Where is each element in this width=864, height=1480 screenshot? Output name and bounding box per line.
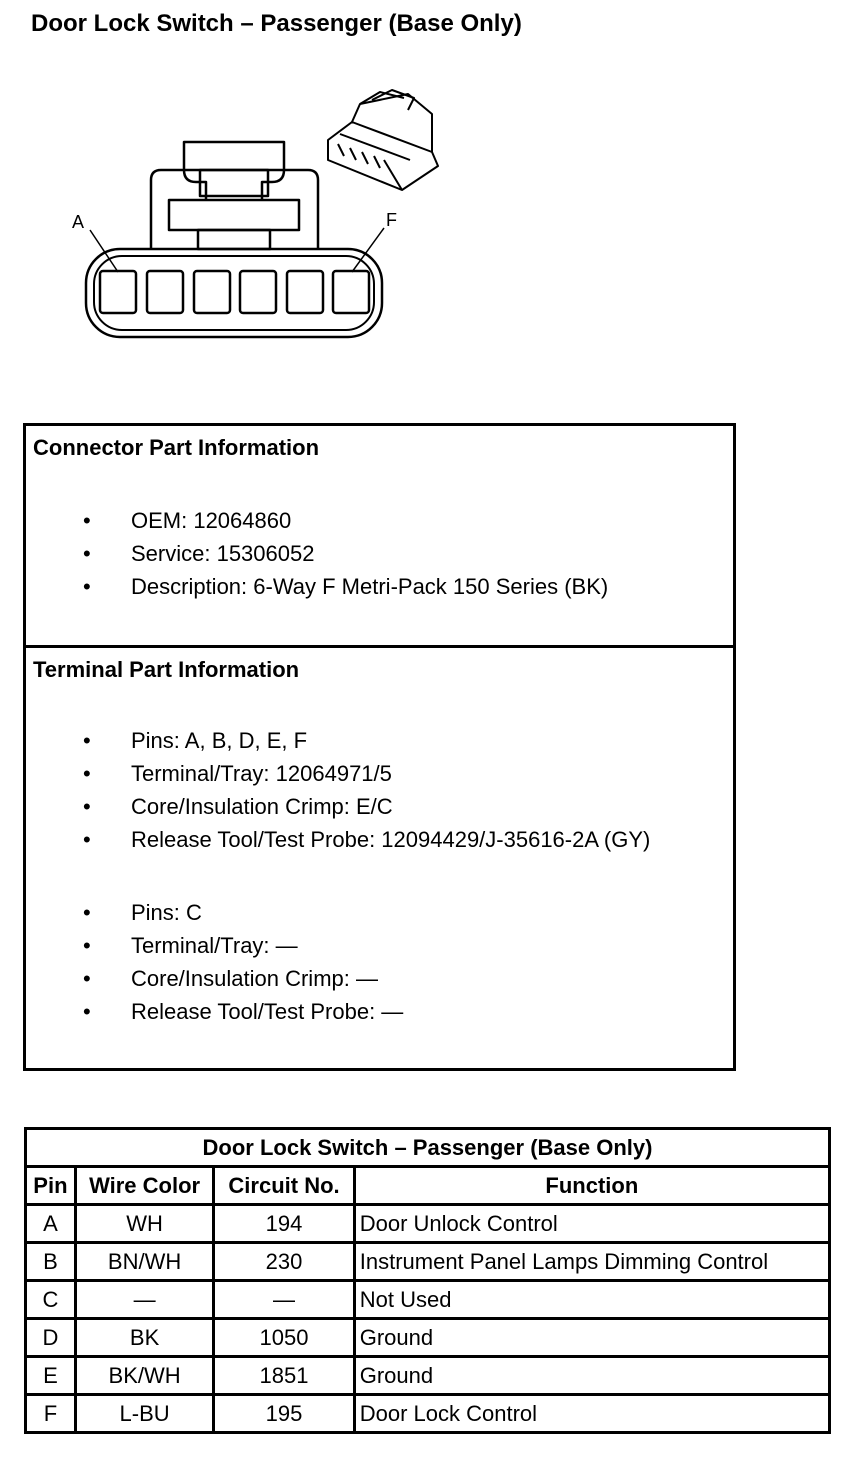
bullet-icon: • [83,966,91,991]
circuit-cell: 1050 [214,1319,354,1357]
wire-color-cell: BN/WH [75,1243,213,1281]
connector-part-title: Connector Part Information [33,435,320,460]
pin-cell: D [26,1319,76,1357]
column-header-wire-color: Wire Color [75,1167,213,1205]
bullet-icon: • [83,827,91,852]
circuit-cell: 195 [214,1395,354,1433]
table-row [26,1243,830,1281]
function-cell: Instrument Panel Lamps Dimming Control [354,1243,829,1281]
circuit-cell: 194 [214,1205,354,1243]
column-header-pin: Pin [26,1167,76,1205]
connector-part-section: Connector Part Information • OEM: 12064860 • Service: 15306052 • Description: 6-Way F Metri-Pack 150 Series (BK) [26,426,733,644]
pin-label-f: F [386,210,397,230]
function-cell: Ground [354,1357,829,1395]
pin-cell: F [26,1395,76,1433]
cavity-d [240,271,276,313]
bullet-icon: • [83,761,91,786]
cavity-a [100,271,136,313]
connector-thumbnail [328,90,438,190]
connector-latch [151,170,318,249]
bullet-icon: • [83,900,91,925]
bullet-icon: • [83,508,91,533]
function-cell: Ground [354,1319,829,1357]
part-info-box [23,423,736,1071]
pinout-table-title: Door Lock Switch – Passenger (Base Only) [26,1129,830,1167]
bullet-icon: • [83,574,91,599]
wire-color-cell: BK/WH [75,1357,213,1395]
connector-body [86,249,382,337]
column-header-circuit-no: Circuit No. [214,1167,354,1205]
page-title: Door Lock Switch – Passenger (Base Only) [31,10,522,37]
pin-cell: A [26,1205,76,1243]
bullet-icon: • [83,933,91,958]
bullet-icon: • [83,794,91,819]
pin-label-a: A [72,212,85,232]
table-row [26,1357,830,1395]
terminal-part-title: Terminal Part Information [33,657,300,682]
table-row [26,1205,830,1243]
wire-color-cell: L-BU [75,1395,213,1433]
table-row [26,1281,830,1319]
wire-color-cell: BK [75,1319,213,1357]
function-cell: Door Unlock Control [354,1205,829,1243]
circuit-cell: — [214,1281,354,1319]
wire-color-cell: WH [75,1205,213,1243]
pinout-table [24,1127,831,1434]
circuit-cell: 230 [214,1243,354,1281]
cavity-f [333,271,369,313]
wire-color-cell: — [75,1281,213,1319]
bullet-icon: • [83,728,91,753]
circuit-cell: 1851 [214,1357,354,1395]
terminal-part-section: Terminal Part Information • Pins: A, B, D, E, F • Terminal/Tray: 12064971/5 • Core/Insulation Crimp: E/C • Release Tool/Test Probe: 12094429/J-35616-2A (GY) • Pins: C • Terminal/Tray: — • Core/Insulation Crimp: — • Release Tool/Test Probe: — [26,645,733,1071]
bullet-icon: • [83,999,91,1024]
pin-cell: C [26,1281,76,1319]
cavity-e [287,271,323,313]
table-row [26,1319,830,1357]
column-header-function: Function [354,1167,829,1205]
pin-cell: E [26,1357,76,1395]
bullet-icon: • [83,541,91,566]
table-row [26,1395,830,1433]
function-cell: Not Used [354,1281,829,1319]
function-cell: Door Lock Control [354,1395,829,1433]
cavity-b [147,271,183,313]
connector-diagram [0,60,864,400]
pin-cell: B [26,1243,76,1281]
cavity-c [194,271,230,313]
